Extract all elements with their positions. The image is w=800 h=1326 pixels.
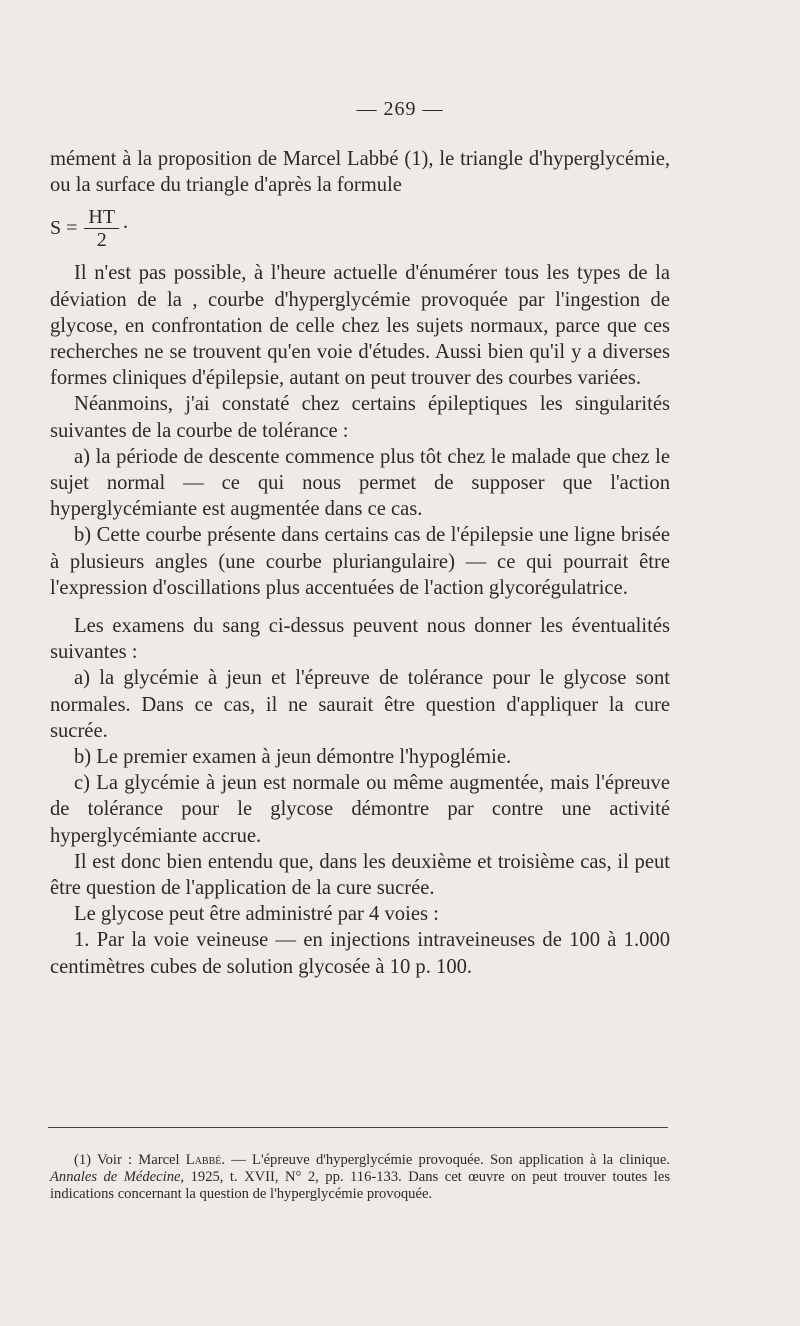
page-number: — 269 — [356,98,444,120]
formula-denominator: 2 [96,228,107,251]
paragraph: b) Cette courbe présente dans certains cas de l'épilepsie une ligne brisée à plusieurs angles (une courbe pluriangulaire) — ce qui pourrait être l'expression d'oscillations plus accentuées de l'action glycorégulatrice. [50,524,670,599]
formula-end: · [122,217,129,240]
paragraph: Il est donc bien entendu que, dans les deuxième et troisième cas, il peut être question de l'application de la cure sucrée. [50,850,670,900]
formula-fraction [84,206,119,251]
footnote-rest: , 1925, t. XVII, N° 2, pp. 116-133. Dans cet œuvre on peut trouver toutes les indications concernant la question de l'hyperglycémie provoquée. [50,1169,670,1202]
footnote-author: Labbé [185,1152,222,1168]
paragraph: Le glycose peut être administré par 4 voies : [74,903,439,926]
paragraph: b) Le premier examen à jeun démontre l'hypoglémie. [74,746,512,769]
paragraph: a) la période de descente commence plus tôt chez le malade que chez le sujet normal — ce qui nous permet de supposer que l'action hyperglycémiante est augmentée dans ce cas. [50,445,670,521]
formula-lhs: S = [50,217,78,240]
paragraph: c) La glycémie à jeun est normale ou même augmentée, mais l'épreuve de tolérance pour le glycose démontre par contre une activité hyperglycémiante accrue. [50,772,670,847]
footnote-prefix: (1) Voir : Marcel [74,1152,180,1168]
footnote-middle: . — L'épreuve d'hyperglycémie provoquée. Son application à la clinique. [221,1152,670,1168]
footnote-journal: Annales de Médecine [50,1169,181,1185]
footnote-divider [48,1127,668,1128]
paragraph: 1. Par la voie veineuse — en injections intraveineuses de 100 à 1.000 centimètres cubes de solution glycosée à 10 p. 100. [50,929,670,978]
paragraph: Les examens du sang ci-dessus peuvent nous donner les éventualités suivantes : [50,615,670,664]
formula-numerator: HT [84,206,119,229]
intro-paragraph: mément à la proposition de Marcel Labbé (1), le triangle d'hyperglycémie, ou la surface du triangle d'après la formule [50,148,670,197]
triangle-formula [50,200,670,256]
paragraph: Néanmoins, j'ai constaté chez certains épileptiques les singularités suivantes de la courbe de tolérance : [50,393,670,442]
body-text [50,146,670,980]
paragraph: a) la glycémie à jeun et l'épreuve de tolérance pour le glycose sont normales. Dans ce cas, il ne saurait être question d'appliquer la cure sucrée. [50,667,670,742]
footnote [50,1152,670,1203]
paragraph: Il n'est pas possible, à l'heure actuelle d'énumérer tous les types de la déviation de la , courbe d'hyperglycémie provoquée par l'ingestion de glycose, en confrontation de celle chez les sujets normaux, parce que ces recherches ne se trouvent qu'en voie d'études. Aussi bien qu'il y a diverses formes cliniques d'épilepsie, autant on peut trouver des courbes variées. [50,262,670,390]
